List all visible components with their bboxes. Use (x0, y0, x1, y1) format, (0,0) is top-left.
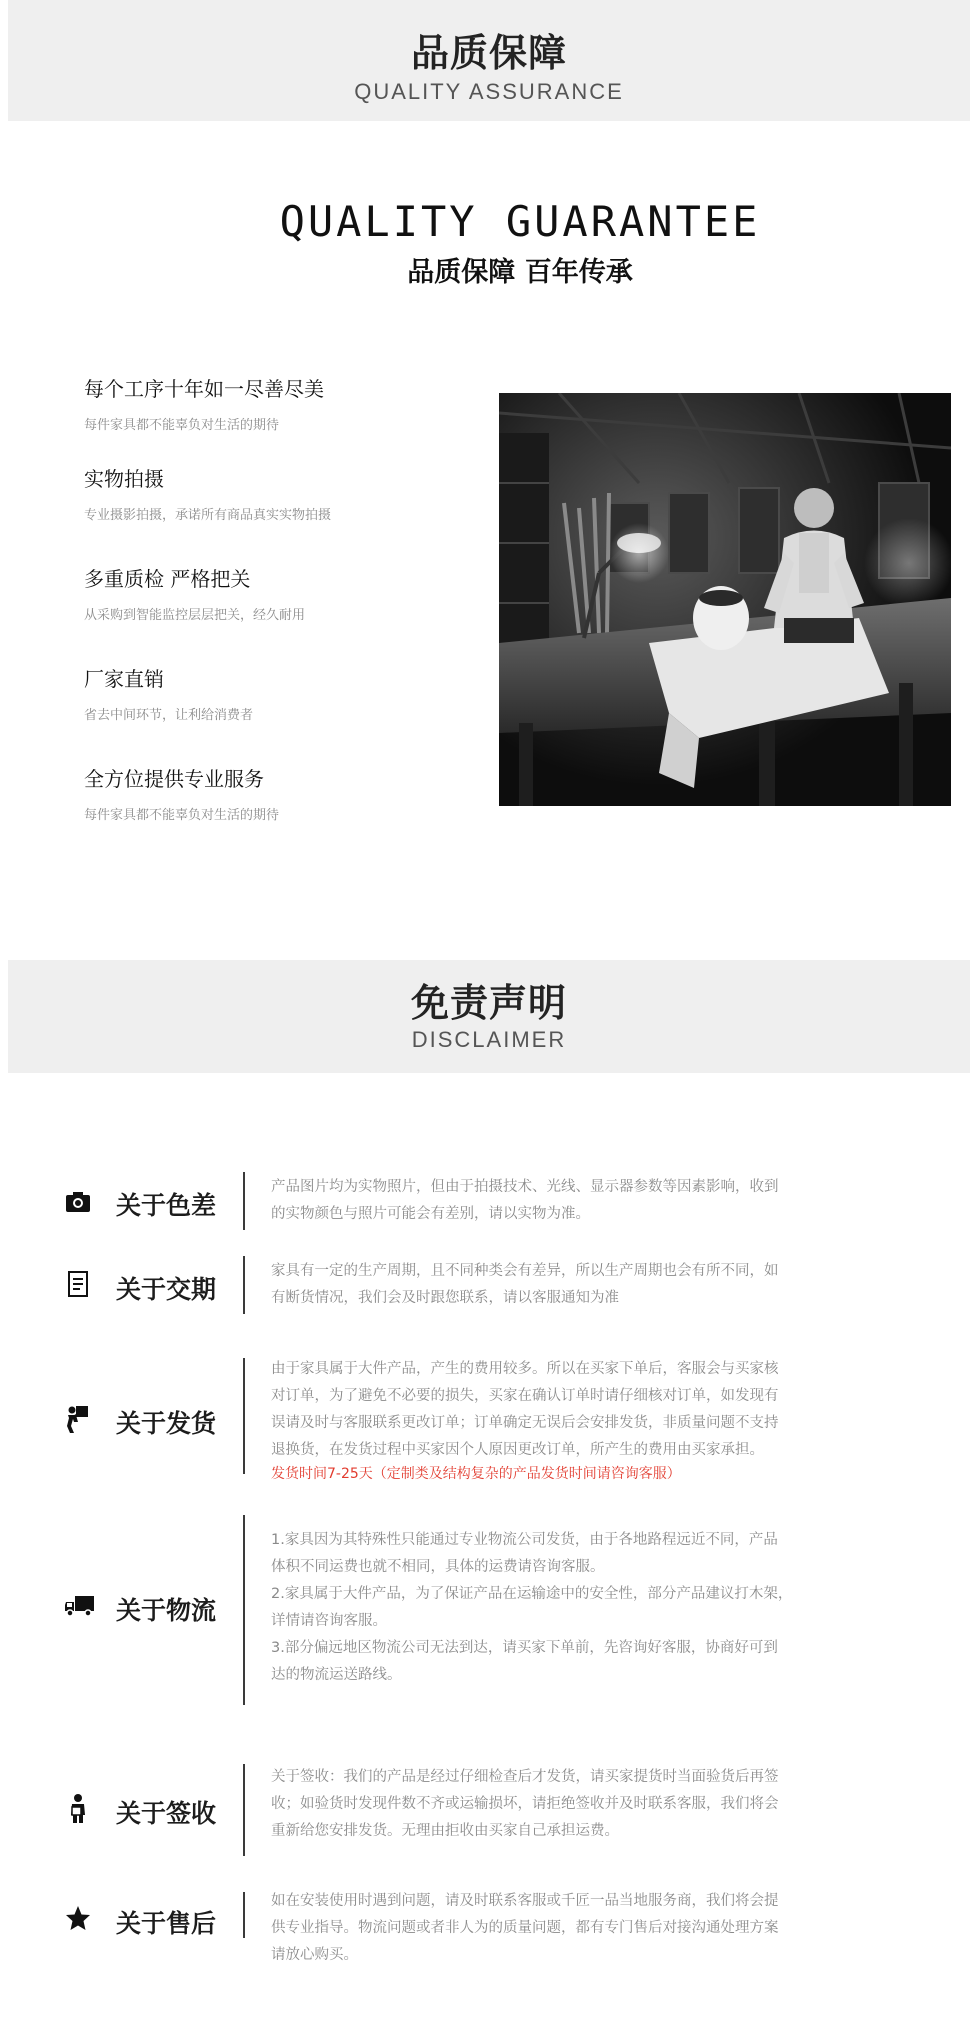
row-divider (243, 1172, 245, 1230)
row-label: 关于物流 (116, 1596, 217, 1625)
feature-title: 厂家直销 (84, 667, 164, 691)
row-label: 关于交期 (116, 1275, 217, 1304)
text-line: 由于家具属于大件产品，产生的费用较多。所以在买家下单后，客服会与买家核 (271, 1361, 779, 1377)
shipping-time-note: 发货时间7-25天（定制类及结构复杂的产品发货时间请咨询客服） (271, 1466, 681, 1482)
feature-desc: 每件家具都不能辜负对生活的期待 (84, 808, 280, 823)
feature-desc: 每件家具都不能辜负对生活的期待 (84, 418, 280, 433)
row-label: 关于色差 (116, 1191, 217, 1220)
feature-item (84, 763, 474, 823)
section-title: 免责声明 (410, 981, 567, 1025)
guarantee-chinese: 品质保障 百年传承 (407, 257, 633, 288)
quality-header-band (8, 0, 970, 121)
row-text (271, 1174, 956, 1228)
text-line: 退换货，在发货过程中买家因个人原因更改订单，所产生的费用由买家承担。 (271, 1442, 764, 1458)
text-line: 供专业指导。物流问题或者非人为的质量问题，都有专门售后对接沟通处理方案 (271, 1920, 779, 1936)
text-line: 请放心购买。 (271, 1947, 358, 1963)
row-label: 关于发货 (116, 1409, 217, 1438)
row-divider (243, 1892, 245, 1938)
row-label: 关于签收 (116, 1799, 217, 1828)
section-title: 品质保障 (410, 31, 567, 75)
feature-desc: 从采购到智能监控层层把关，经久耐用 (84, 608, 306, 623)
text-line: 误请及时与客服联系更改订单；订单确定无误后会安排发货，非质量问题不支持 (271, 1415, 779, 1431)
section-subtitle: QUALITY ASSURANCE (354, 79, 624, 104)
text-line: 家具有一定的生产周期，且不同种类会有差异，所以生产周期也会有所不同，如 (271, 1263, 779, 1279)
feature-title: 多重质检 严格把关 (84, 567, 251, 591)
text-line: 达的物流运送路线。 (271, 1667, 402, 1683)
row-divider (243, 1764, 245, 1856)
text-line: 重新给您安排发货。无理由拒收由买家自己承担运费。 (271, 1823, 619, 1839)
workshop-photo (499, 393, 951, 806)
row-text (271, 1356, 956, 1484)
feature-item (84, 563, 474, 623)
text-line: 如在安装使用时遇到问题，请及时联系客服或千匠一品当地服务商，我们将会提 (271, 1893, 779, 1909)
document-icon (64, 1270, 92, 1298)
row-divider (243, 1358, 245, 1474)
row-text (271, 1527, 956, 1689)
text-line: 对订单，为了避免不必要的损失，买家在确认订单时请仔细核对订单，如发现有 (271, 1388, 779, 1404)
text-line: 的实物颜色与照片可能会有差别，请以实物为准。 (271, 1206, 590, 1222)
feature-item (84, 463, 474, 523)
row-divider (243, 1256, 245, 1314)
disclaimer-header-band (8, 960, 970, 1073)
row-divider (243, 1515, 245, 1705)
text-line: 2.家具属于大件产品，为了保证产品在运输途中的安全性，部分产品建议打木架， (271, 1586, 793, 1602)
row-text (271, 1258, 956, 1312)
text-line: 体积不同运费也就不相同，具体的运费请咨询客服。 (271, 1559, 605, 1575)
camera-icon (64, 1188, 92, 1216)
text-line: 产品图片均为实物照片，但由于拍摄技术、光线、显示器参数等因素影响，收到 (271, 1179, 779, 1195)
feature-desc: 专业摄影拍摄，承诺所有商品真实实物拍摄 (84, 508, 332, 523)
row-label: 关于售后 (116, 1909, 217, 1938)
section-subtitle: DISCLAIMER (411, 1027, 567, 1052)
text-line: 详情请咨询客服。 (271, 1613, 387, 1629)
delivery-person-icon (64, 1404, 92, 1432)
courier-icon (64, 1793, 92, 1821)
feature-title: 全方位提供专业服务 (84, 767, 264, 791)
feature-item (84, 663, 474, 723)
text-line: 收；如验货时发现件数不齐或运输损坏，请拒绝签收并及时联系客服，我们将会 (271, 1796, 779, 1812)
row-text (271, 1764, 956, 1845)
star-icon (64, 1904, 92, 1932)
text-line: 有断货情况，我们会及时跟您联系，请以客服通知为准 (271, 1290, 619, 1306)
text-line: 1.家具因为其特殊性只能通过专业物流公司发货，由于各地路程远近不同，产品 (271, 1532, 778, 1548)
row-text (271, 1888, 956, 1969)
text-line: 3.部分偏远地区物流公司无法到达，请买家下单前，先咨询好客服，协商好可到 (271, 1640, 778, 1656)
text-line: 关于签收：我们的产品是经过仔细检查后才发货，请买家提货时当面验货后再签 (271, 1769, 779, 1785)
feature-item (84, 373, 474, 433)
feature-desc: 省去中间环节，让利给消费者 (84, 708, 254, 723)
guarantee-english: QUALITY GUARANTEE (279, 197, 761, 246)
feature-title: 每个工序十年如一尽善尽美 (84, 377, 324, 401)
truck-icon (64, 1591, 92, 1619)
feature-title: 实物拍摄 (84, 467, 164, 491)
